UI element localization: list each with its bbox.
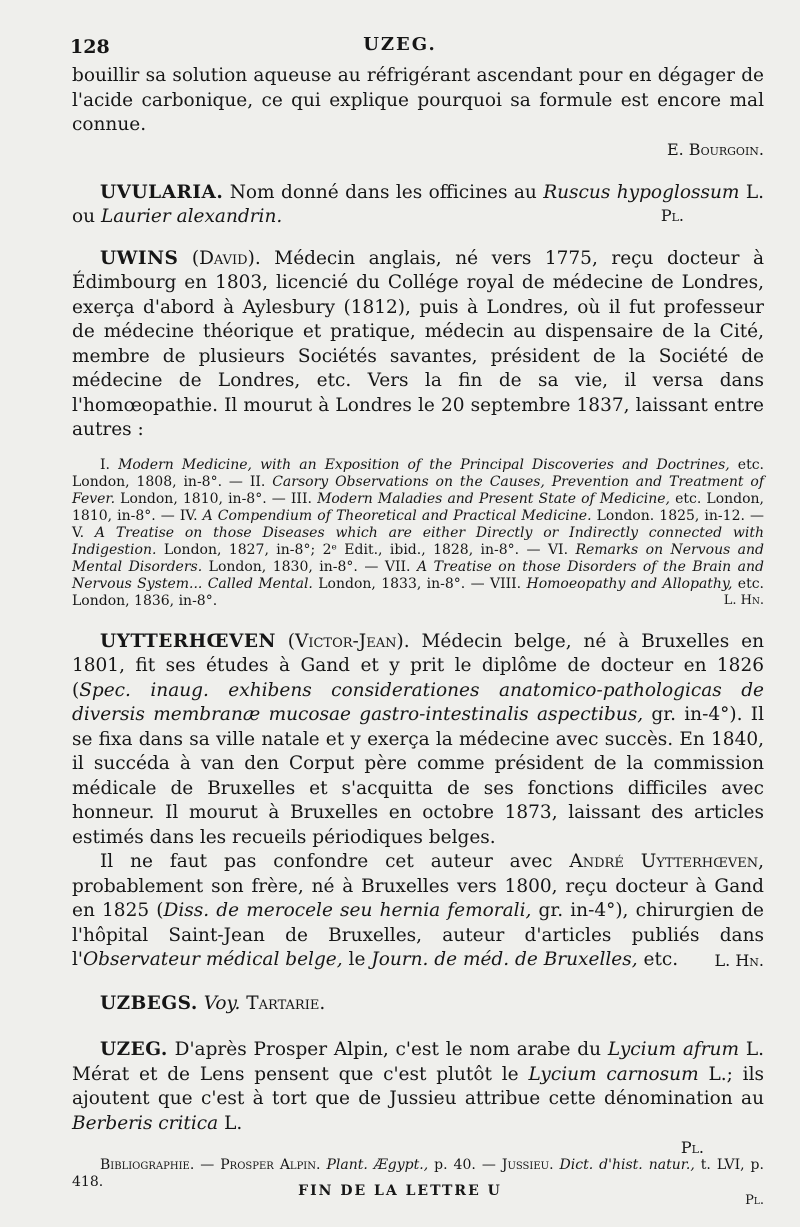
bibliography-item: I. Modern Medicine, with an Exposition of the Principal Discoveries and Doctrines, etc. London, 1808, in-8°. — (72, 456, 765, 490)
headword: UZEG. (100, 1039, 168, 1060)
entry-signature: Pl. (660, 205, 684, 225)
page-header (0, 30, 800, 60)
end-of-letter-footer: FIN DE LA LETTRE U (298, 1183, 502, 1199)
entry-signature: Pl. (680, 1138, 704, 1157)
entry-uzeg-bibliography: Bibliographie. — Prosper Alpin. Plant. Ægypt., p. 40. — Jussieu. Dict. d'hist. natur., t. LVI, p. 418. (72, 1157, 764, 1190)
bibliography-list (72, 457, 764, 610)
page-body (72, 64, 764, 1208)
headword: UYTTERHŒVEN (100, 630, 276, 652)
author-name: (Victor-Jean). (275, 630, 422, 652)
bibliography-item: VIII. Homoeopathy and Allopathy, etc. London, 1836, in-8°. (72, 575, 765, 609)
bibliography-item: IV. A Compendium of Theoretical and Practical Medicine. London. 1825, in-12. — (179, 507, 764, 524)
entry-signature: L. Hn. (723, 592, 764, 608)
entry-signature: L. Hn. (714, 950, 764, 970)
entry-uytterhoeven-paragraph-2: Il ne faut pas confondre cet auteur avec André Uytterhœven, probablement son frère, né à Bruxelles vers 1800, reçu docteur à Gand en 1825 (Diss. de merocele seu hernia femorali, gr. in-4°), chirurgien de l'hôpital Saint-Jean de Bruxelles, auteur d'articles publiés dans l'Observateur médical belge, le Journ. de méd. de Bruxelles, etc. (72, 851, 764, 970)
page-number: 128 (70, 36, 110, 58)
entry-uwins: UWINS (David). Médecin anglais, né vers 1775, reçu docteur à Édimbourg en 1803, licencié du Collége royal de médecine de Londres, exerça d'abord à Aylesbury (1812), puis à Londres, où il fut professeur de médecine théorique et pratique, médecin au dispensaire de la Cité, membre de plusieurs Sociétés savantes, président de la Société de médecine de Londres, etc. Vers la fin de sa vie, il versa dans l'homœopathie. Il mourut à Londres le 20 septembre 1837, laissant entre autres : (72, 247, 764, 440)
bibliography-item: III. Modern Maladies and Present State of Medicine, etc. London, 1810, in-8°. — (72, 490, 765, 524)
entry-uzeg: UZEG. D'après Prosper Alpin, c'est le nom arabe du Lycium afrum L. Mérat et de Lens pensent que c'est plutôt le Lycium carnosum L.; ils ajoutent que c'est à tort que de Jussieu attribue cette dénomination au Berberis critica L. (72, 1039, 764, 1134)
bibliography-item: II. Carsory Observations on the Causes, Prevention and Treatment of Fever. London, 1810, in-8°. — (72, 473, 765, 507)
bibliography-item: VI. Remarks on Nervous and Mental Disorders. London, 1830, in-8°. — (72, 541, 764, 575)
entry-uvularia: UVULARIA. Nom donné dans les officines au Ruscus hypoglossum L. ou Laurier alexandrin. (72, 181, 764, 227)
headword: UZBEGS. (100, 992, 198, 1014)
bibliography-item: V. A Treatise on those Diseases which are either Directly or Indirectly connected with Indigestion. London, 1827, in-8°; 2ᵉ Edit., ibid., 1828, in-8°. — (72, 524, 764, 558)
bibliography-item: VII. A Treatise on those Disorders of the Brain and Nervous System... Called Mental. London, 1833, in-8°. — (72, 558, 765, 592)
entry-continuation-text: bouillir sa solution aqueuse au réfrigérant ascendant pour en dégager de l'acide carbonique, ce qui explique pourquoi sa formule est encore mal connue. (72, 65, 764, 135)
entry-signature: E. Bourgoin. (666, 139, 764, 159)
entry-uzbegs: UZBEGS. Voy. Tartarie. (100, 992, 326, 1014)
entry-uytterhoeven: UYTTERHŒVEN (Victor-Jean). Médecin belge, né à Bruxelles en 1801, fit ses études à Gand et y prit le diplôme de docteur en 1826 (Spec. inaug. exhibens considerationes anatomico-pathologicas de diversis membranæ mucosae gastro-intestinalis aspectibus, gr. in-4°). Il se fixa dans sa ville natale et y exerça la médecine avec succès. En 1840, il succéda à van den Corput père comme président de la commission médicale de Bruxelles et s'acquitta de ses fonctions difficiles avec honneur. Il mourut à Bruxelles en octobre 1873, laissant des articles estimés dans les recueils périodiques belges. (72, 630, 764, 848)
headword: UVULARIA. (100, 181, 224, 203)
running-head: UZEG. (363, 34, 437, 55)
headword: UWINS (100, 247, 179, 269)
entry-signature: Pl. (745, 1193, 764, 1208)
author-name: (David). (178, 247, 275, 269)
